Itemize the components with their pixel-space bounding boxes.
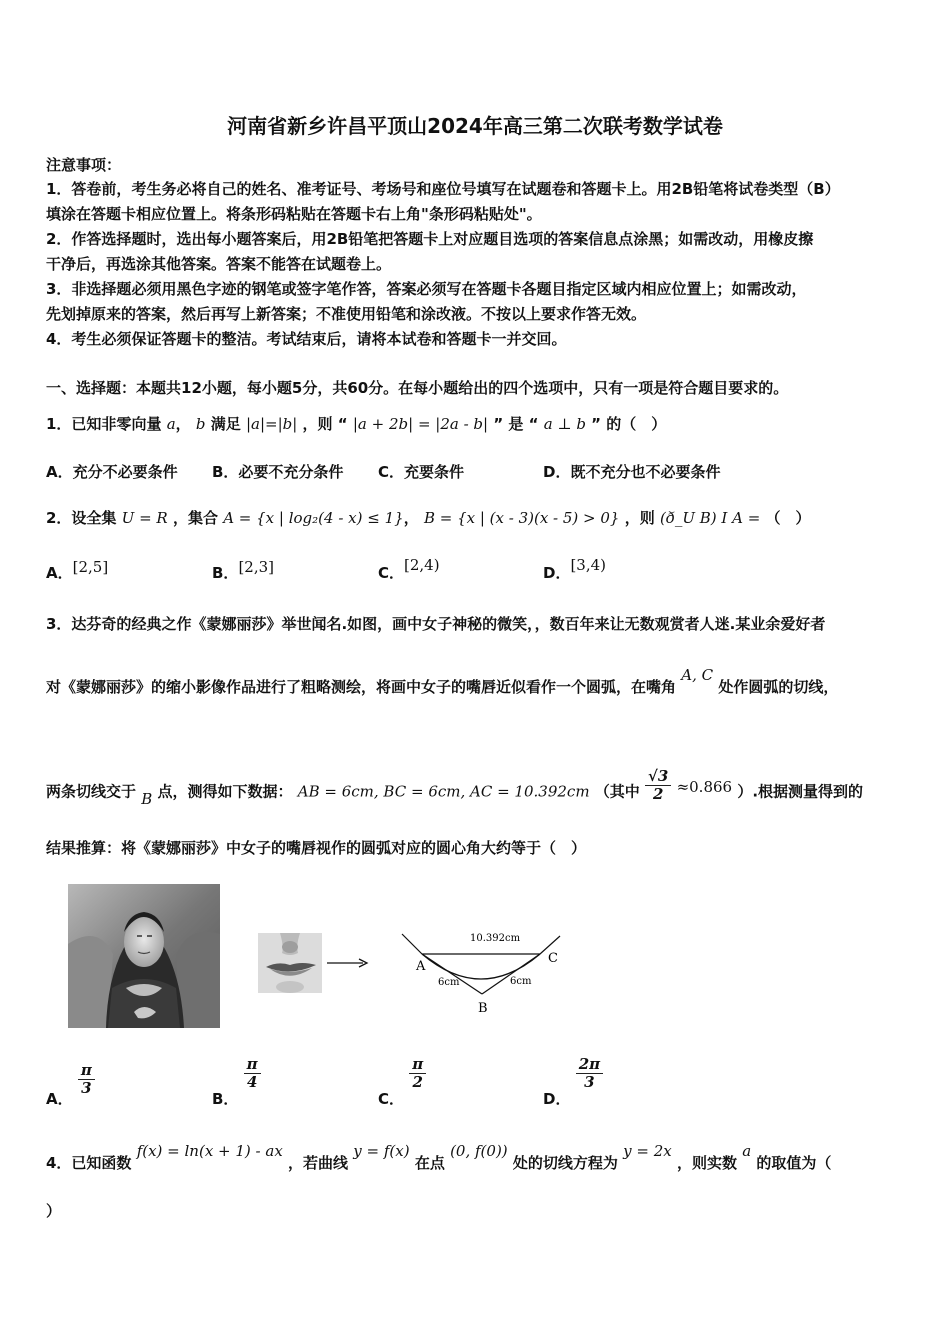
q1-condition: |a|=|b| bbox=[245, 415, 298, 433]
q1-text: ，则 “ bbox=[302, 415, 348, 433]
notice-line: 先划掉原来的答案，然后再写上新答案；不准使用铅笔和涂改液。不按以上要求作答无效。 bbox=[46, 305, 647, 323]
q2-option-a bbox=[46, 558, 109, 583]
q2-universal-set: U = R bbox=[121, 509, 168, 527]
q2-text: （ ） bbox=[765, 509, 811, 527]
segment-ab bbox=[422, 954, 482, 994]
q3-option-b bbox=[212, 1055, 261, 1109]
fraction-denominator: 3 bbox=[81, 1079, 92, 1098]
q3-option-label: D． bbox=[543, 1090, 571, 1109]
q3-sqrt-fraction bbox=[645, 768, 671, 804]
label-bc-length: 6cm bbox=[510, 976, 532, 987]
q2-set-a: A = {x | log₂(4 - x) ≤ 1} bbox=[223, 509, 404, 527]
fraction-denominator: 3 bbox=[584, 1073, 595, 1092]
q3-line bbox=[46, 666, 839, 697]
notice-line: 干净后，再选涂其他答案。答案不能答在试题卷上。 bbox=[46, 255, 392, 273]
q3-option-fraction bbox=[78, 1062, 95, 1098]
q4-text: 处的切线方程为 bbox=[512, 1154, 618, 1172]
q1-vector-b: b bbox=[195, 415, 206, 433]
label-point-c: C bbox=[548, 951, 558, 966]
arrow-right-icon bbox=[325, 955, 369, 971]
q3-option-label: B． bbox=[212, 1090, 239, 1109]
q4-close-paren: ） bbox=[46, 1202, 62, 1220]
q4-param-a: a bbox=[742, 1142, 752, 1160]
q2-option-label: A． bbox=[46, 564, 73, 582]
q2-option-b bbox=[212, 558, 274, 583]
q1-expression: |a + 2b| = |2a - b| bbox=[352, 415, 489, 433]
q3-option-label: C． bbox=[378, 1090, 405, 1109]
mouth-closeup-image bbox=[258, 933, 322, 993]
q3-text: 对《蒙娜丽莎》的缩小影像作品进行了粗略测绘，将画中女子的嘴唇近似看作一个圆弧，在嘴角 bbox=[46, 678, 677, 696]
q3-text: （其中 bbox=[594, 782, 640, 801]
q3-option-a bbox=[46, 1061, 95, 1109]
q3-line bbox=[46, 767, 864, 810]
q4-tangent-line: y = 2x bbox=[623, 1142, 672, 1160]
fraction-denominator: 4 bbox=[246, 1073, 258, 1092]
q4-text: ，则实数 bbox=[676, 1154, 737, 1172]
mona-lisa-image bbox=[68, 884, 220, 1028]
q2-option-value: [2,5] bbox=[72, 558, 109, 576]
q3-option-d bbox=[543, 1055, 603, 1109]
q3-option-fraction bbox=[244, 1056, 261, 1092]
q4-text: 在点 bbox=[414, 1154, 445, 1172]
q3-text: 处作圆弧的切线， bbox=[718, 678, 839, 696]
q3-option-fraction bbox=[576, 1056, 603, 1092]
q2-option-label: C． bbox=[378, 564, 405, 582]
page-title: 河南省新乡许昌平顶山2024年高三第二次联考数学试卷 bbox=[227, 114, 723, 138]
label-ab-length: 6cm bbox=[438, 977, 460, 988]
q2-option-value: [2,3] bbox=[238, 558, 274, 576]
notice-line: 4．考生必须保证答题卡的整洁。考试结束后，请将本试卷和答题卡一并交回。 bbox=[46, 330, 567, 348]
q1-text: 1．已知非零向量 bbox=[46, 415, 162, 433]
q4-curve: y = f(x) bbox=[353, 1142, 410, 1160]
q3-text: 点，测得如下数据： bbox=[157, 782, 293, 801]
q1-option-a: A．充分不必要条件 bbox=[46, 463, 178, 481]
q3-point-b: B bbox=[141, 790, 153, 809]
fraction-numerator: π bbox=[409, 1056, 426, 1074]
q3-option-c bbox=[378, 1055, 426, 1109]
q3-line: 结果推算：将《蒙娜丽莎》中女子的嘴唇视作的圆弧对应的圆心角大约等于（ ） bbox=[46, 839, 587, 857]
q1-vector-a: a bbox=[166, 415, 176, 433]
q3-text: ）.根据测量得到的 bbox=[737, 782, 864, 801]
q2-expression: (ð_U B) I A = bbox=[659, 509, 761, 527]
q2-option-value: [3,4) bbox=[570, 556, 607, 574]
question-1 bbox=[46, 413, 666, 434]
q1-text: ” 是 “ bbox=[493, 415, 539, 433]
q4-text: 4．已知函数 bbox=[46, 1154, 132, 1172]
q2-comma: ， bbox=[403, 509, 419, 527]
q4-text: 的取值为（ bbox=[756, 1154, 832, 1172]
notice-line: 1．答卷前，考生务必将自己的姓名、准考证号、考场号和座位号填写在试题卷和答题卡上。用2B铅笔将试卷类型（B） bbox=[46, 180, 840, 198]
q3-approx-value: ≈0.866 bbox=[676, 778, 733, 797]
lips-arc-diagram bbox=[398, 924, 570, 1016]
section-heading: 一、选择题：本题共12小题，每小题5分，共60分。在每小题给出的四个选项中，只有一项是符合题目要求的。 bbox=[46, 379, 789, 397]
q1-text: ” 的（ ） bbox=[591, 415, 667, 433]
fraction-denominator: 2 bbox=[652, 785, 664, 804]
q2-set-b: B = {x | (x - 3)(x - 5) > 0} bbox=[423, 509, 620, 527]
q2-text: ，集合 bbox=[172, 509, 218, 527]
fraction-numerator: 2π bbox=[576, 1056, 603, 1074]
q3-measurements: AB = 6cm, BC = 6cm, AC = 10.392cm bbox=[297, 782, 590, 801]
q2-text: ，则 bbox=[624, 509, 655, 527]
fraction-numerator: π bbox=[244, 1056, 261, 1074]
q2-text: 2．设全集 bbox=[46, 509, 117, 527]
fraction-numerator: π bbox=[78, 1062, 95, 1080]
q1-option-c: C．充要条件 bbox=[378, 463, 465, 481]
notice-heading: 注意事项： bbox=[46, 156, 122, 174]
q2-option-d bbox=[543, 556, 607, 583]
q1-option-b: B．必要不充分条件 bbox=[212, 463, 344, 481]
question-2 bbox=[46, 507, 811, 528]
q1-option-d: D．既不充分也不必要条件 bbox=[543, 463, 721, 481]
segment-bc bbox=[482, 954, 540, 994]
q1-perpendicular: a ⊥ b bbox=[543, 415, 586, 433]
notice-line: 填涂在答题卡相应位置上。将条形码粘贴在答题卡右上角"条形码粘贴处"。 bbox=[46, 205, 542, 223]
notice-line: 3．非选择题必须用黑色字迹的钢笔或签字笔作答，答案必须写在答题卡各题目指定区域内相应位置上；如需改动， bbox=[46, 280, 807, 298]
label-point-a: A bbox=[416, 959, 426, 974]
fraction-denominator: 2 bbox=[412, 1073, 423, 1092]
label-point-b: B bbox=[478, 1001, 488, 1016]
q4-function: f(x) = ln(x + 1) - ax bbox=[136, 1142, 283, 1160]
q2-option-label: B． bbox=[212, 564, 239, 582]
q3-text: 两条切线交于 bbox=[46, 782, 137, 801]
q3-option-fraction bbox=[409, 1056, 426, 1092]
q4-text: ，若曲线 bbox=[288, 1154, 349, 1172]
q4-point: (0, f(0)) bbox=[450, 1142, 508, 1160]
q2-option-c bbox=[378, 556, 440, 583]
notice-line: 2．作答选择题时，选出每小题答案后，用2B铅笔把答题卡上对应题目选项的答案信息点涂黑；如需改动，用橡皮擦 bbox=[46, 230, 814, 248]
tangent-extension bbox=[402, 934, 422, 954]
q1-comma: ， bbox=[175, 415, 191, 433]
q3-points-ac: A, C bbox=[681, 666, 714, 684]
q3-line: 3．达芬奇的经典之作《蒙娜丽莎》举世闻名.如图，画中女子神秘的微笑，，数百年来让无数观赏者人迷.某业余爱好者 bbox=[46, 615, 826, 633]
fraction-numerator: √3 bbox=[645, 768, 671, 786]
q2-option-label: D． bbox=[543, 564, 571, 582]
question-4 bbox=[46, 1142, 832, 1173]
q1-text: 满足 bbox=[210, 415, 241, 433]
q2-option-value: [2,4) bbox=[404, 556, 440, 574]
label-ac-length: 10.392cm bbox=[470, 933, 521, 944]
q3-option-label: A． bbox=[46, 1090, 73, 1109]
